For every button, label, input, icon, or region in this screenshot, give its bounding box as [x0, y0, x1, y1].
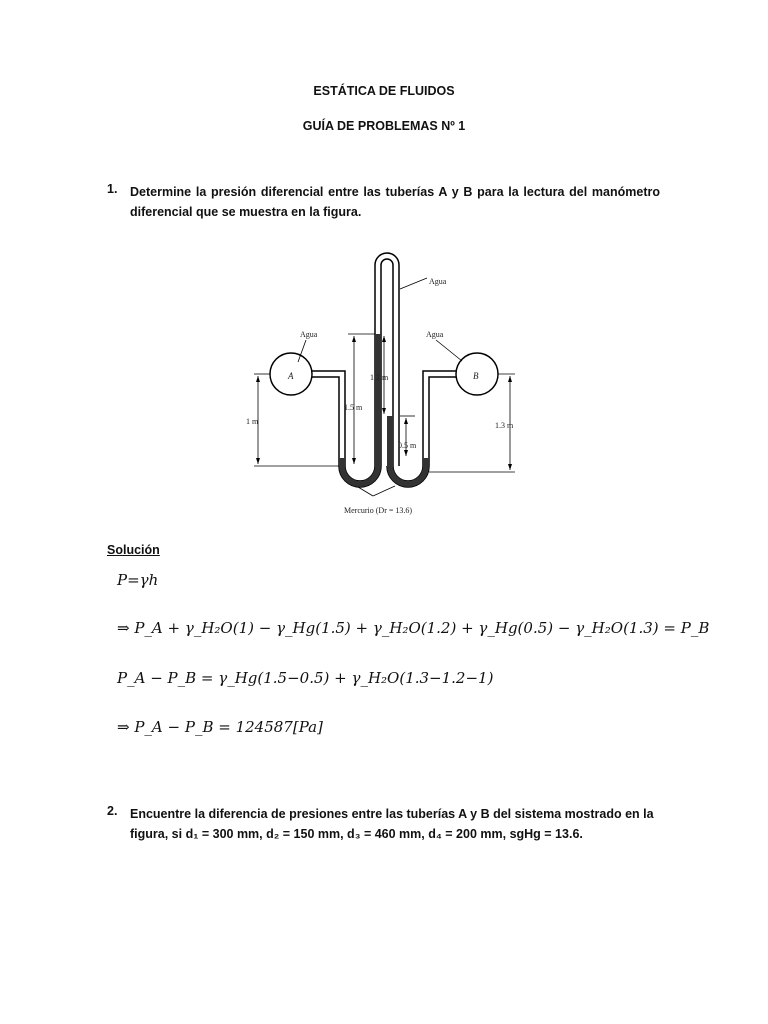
label-dim-1-5m: 1.5 m [344, 403, 363, 412]
problem-2-text: Encuentre la diferencia de presiones entre las tuberías A y B del sistema mostrado en la figura, si d₁ = 300 mm, d₂ = 150 mm, d₃ = 460 mm, d₄ = 200 mm, sgHg = 13.6. [130, 807, 654, 841]
label-dim-1m: 1 m [246, 417, 259, 426]
document-subtitle: GUÍA DE PROBLEMAS Nº 1 [302, 119, 466, 133]
equation-2: ⇒ P_A + γ_H₂O(1) − γ_Hg(1.5) + γ_H₂O(1.2) + γ_Hg(0.5) − γ_H₂O(1.3) = P_B [117, 619, 710, 637]
label-mercurio: Mercurio (Dr = 13.6) [344, 506, 413, 515]
equation-4: ⇒ P_A − P_B = 124587[Pa] [117, 718, 323, 736]
label-pipe-a: A [288, 371, 294, 381]
equation-3: P_A − P_B = γ_Hg(1.5−0.5) + γ_H₂O(1.3−1.2−1) [117, 669, 494, 687]
problem-1-number: 1. [107, 182, 118, 196]
equation-1: P=γh [117, 571, 159, 589]
solution-heading: Solución [107, 543, 160, 557]
label-pipe-b: B [473, 371, 479, 381]
manometer-diagram [240, 240, 530, 520]
document-title: ESTÁTICA DE FLUIDOS [313, 84, 455, 98]
label-dim-1-3m: 1.3 m [495, 421, 514, 430]
label-dim-0-5m: 0.5 m [398, 441, 417, 450]
label-agua-left: Agua [300, 330, 318, 339]
label-dim-1-2m: 1.2 m [370, 373, 389, 382]
label-agua-right: Agua [426, 330, 444, 339]
label-agua-top: Agua [429, 277, 447, 286]
problem-1-text: Determine la presión diferencial entre las tuberías A y B para la lectura del manómetro diferencial que se muestra en la figura. [130, 185, 660, 219]
problem-2-number: 2. [107, 804, 118, 818]
